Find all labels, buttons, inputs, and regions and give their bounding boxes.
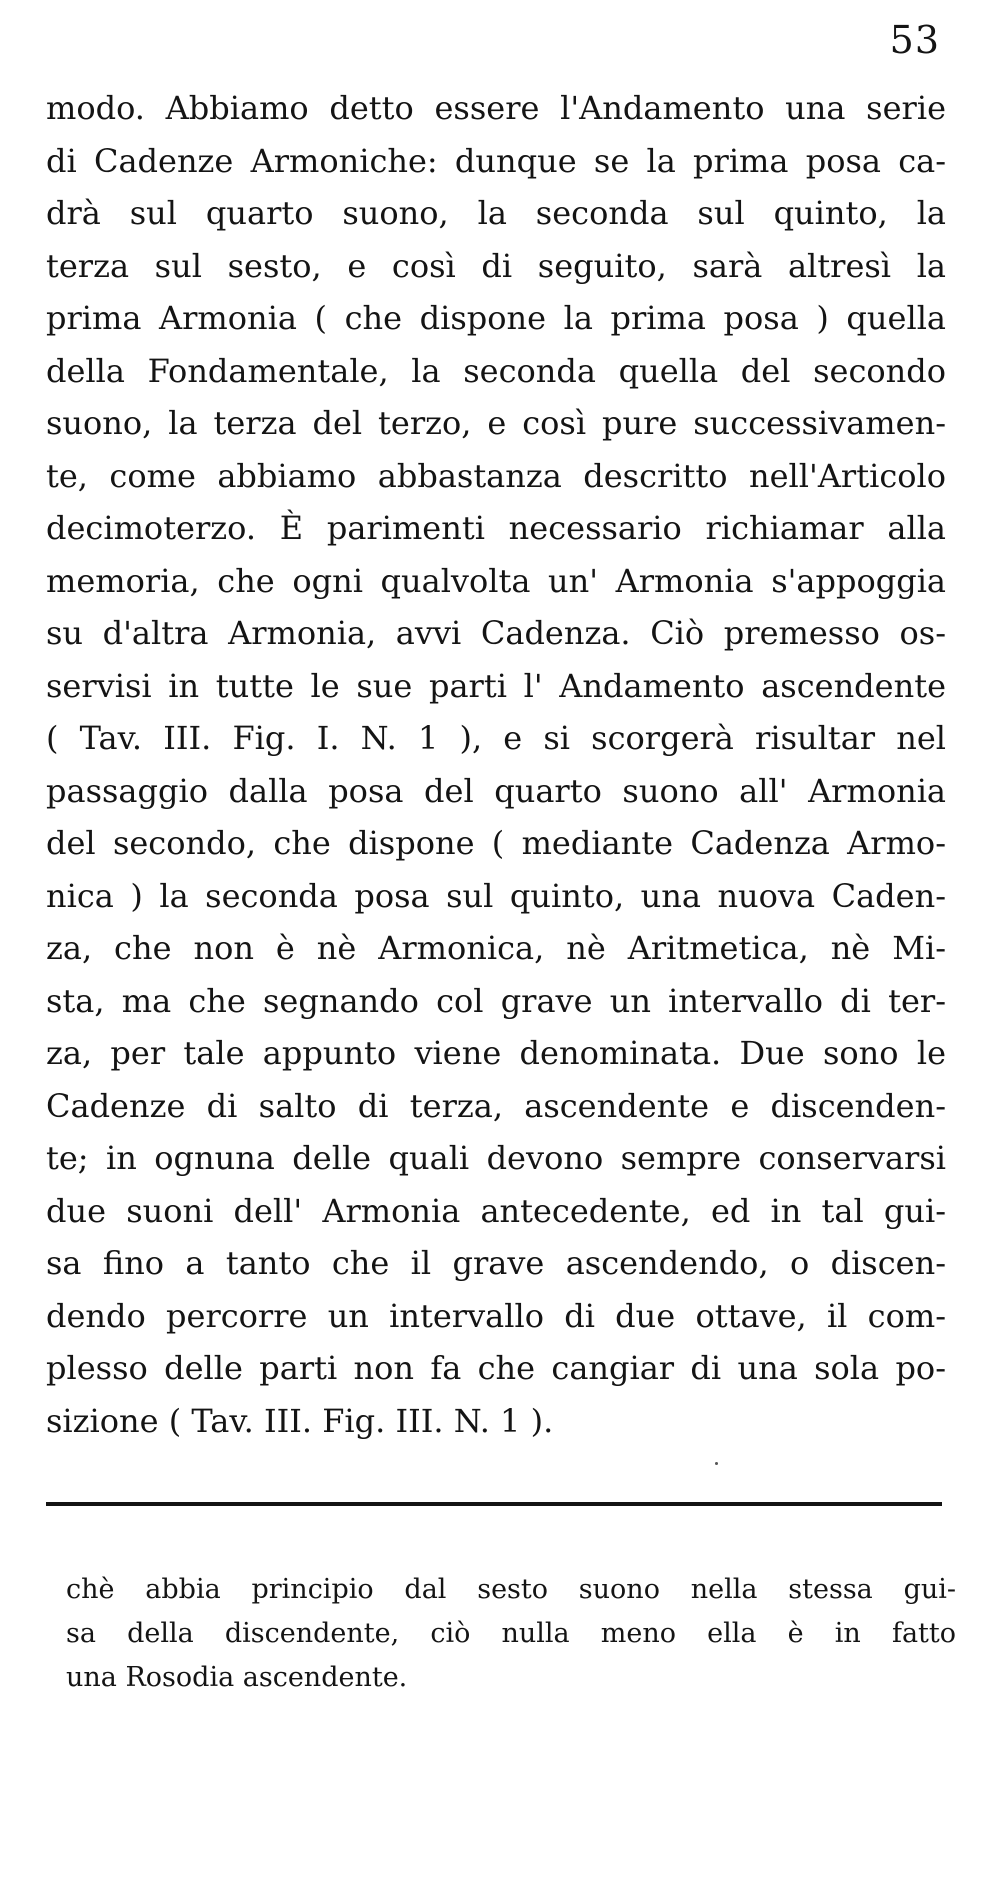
text-line: nica ) la seconda posa sul quinto, una nuova Caden- [46,876,946,915]
footnote-line: chè abbia principio dal sesto suono nella stessa gui- [66,1574,956,1605]
main-text [46,82,946,1447]
text-line: te, come abbiamo abbastanza descritto nell'Articolo [46,456,946,495]
text-line: servisi in tutte le sue parti l' Andamento ascendente [46,666,946,705]
page-number: 53 [889,18,940,62]
text-line: te; in ognuna delle quali devono sempre conservarsi [46,1139,946,1177]
text-line: sizione ( Tav. III. Fig. III. N. 1 ). [46,1401,554,1440]
print-speck [715,1462,718,1465]
text-line: Cadenze di salto di terza, ascendente e discenden- [46,1086,946,1125]
text-line: drà sul quarto suono, la seconda sul quinto, la [46,194,946,232]
text-line: due suoni dell' Armonia antecedente, ed in tal gui- [46,1191,946,1230]
text-line: sta, ma che segnando col grave un intervallo di ter- [46,981,946,1020]
footnote [66,1568,956,1700]
text-line: za, per tale appunto viene denominata. Due sono le [46,1034,946,1072]
text-line: modo. Abbiamo detto essere l'Andamento una serie [46,89,946,127]
text-line: terza sul sesto, e così di seguito, sarà altresì la [46,246,946,285]
text-line: plesso delle parti non fa che cangiar di una sola po- [46,1349,946,1387]
text-line: sa fino a tanto che il grave ascendendo, o discen- [46,1244,946,1282]
footnote-divider [46,1502,942,1506]
text-line: prima Armonia ( che dispone la prima posa ) quella [46,299,946,337]
text-line: ( Tav. III. Fig. I. N. 1 ), e si scorgerà risultar nel [46,719,946,757]
text-line: memoria, che ogni qualvolta un' Armonia s'appoggia [46,561,946,600]
text-line: suono, la terza del terzo, e così pure successivamen- [46,404,946,442]
text-line: za, che non è nè Armonica, nè Aritmetica, nè Mi- [46,929,946,967]
text-line: dendo percorre un intervallo di due ottave, il com- [46,1296,946,1335]
footnote-line: una Rosodia ascendente. [66,1662,408,1693]
text-line: della Fondamentale, la seconda quella del secondo [46,351,946,390]
text-line: decimoterzo. È parimenti necessario richiamar alla [46,509,946,547]
text-line: del secondo, che dispone ( mediante Cadenza Armo- [46,824,946,862]
footnote-line: sa della discendente, ciò nulla meno ella è in fatto [66,1618,956,1649]
text-line: passaggio dalla posa del quarto suono all' Armonia [46,771,946,810]
text-line: di Cadenze Armoniche: dunque se la prima posa ca- [46,141,946,180]
text-line: su d'altra Armonia, avvi Cadenza. Ciò premesso os- [46,614,946,652]
